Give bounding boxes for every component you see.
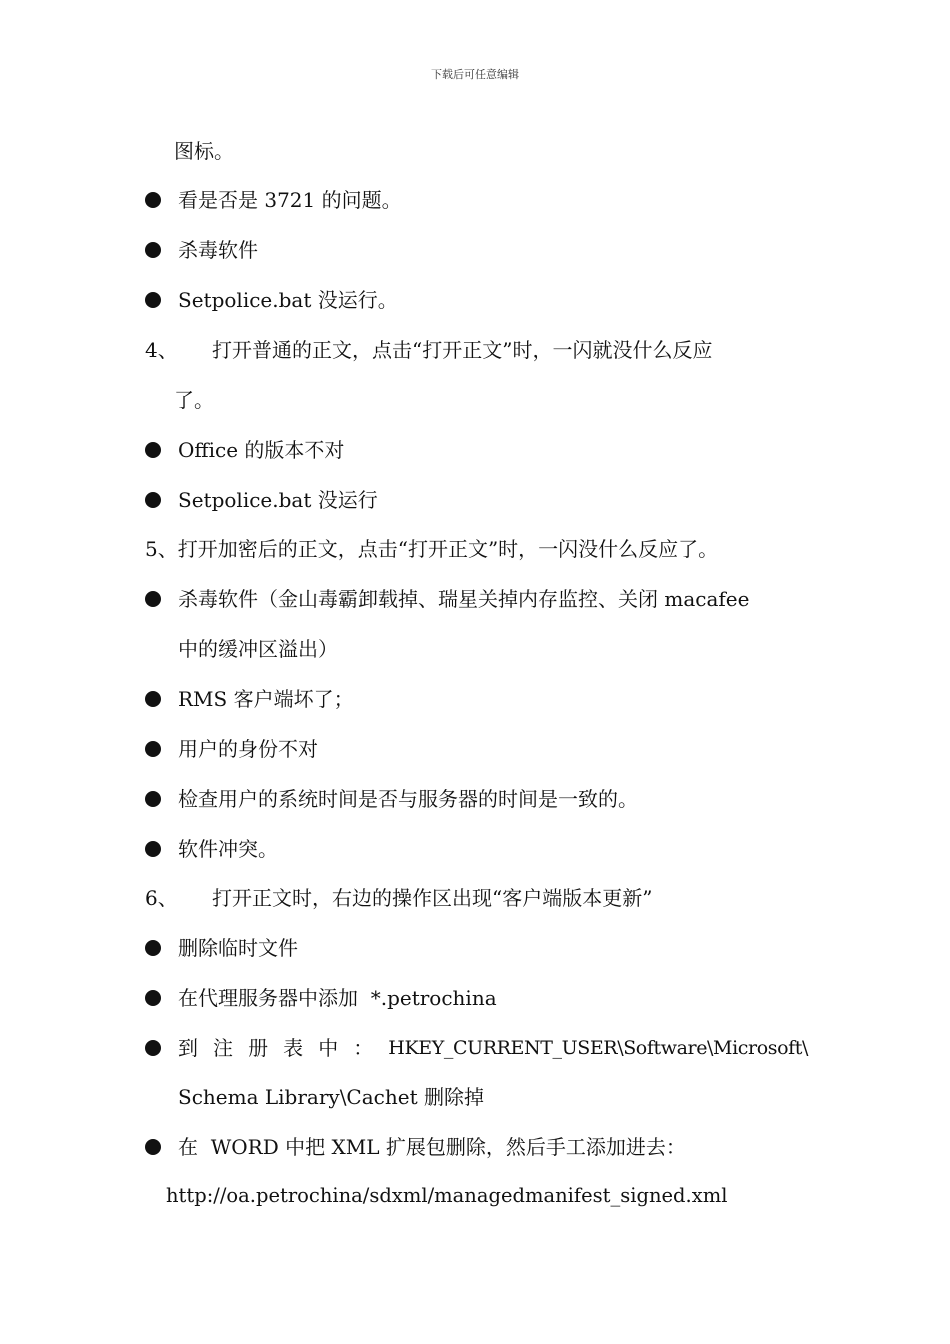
registry-word: 中 bbox=[318, 1036, 339, 1060]
bullet-icon bbox=[145, 242, 161, 258]
text-line: 图标。 bbox=[174, 139, 234, 163]
list-item: 在代理服务器中添加 *.petrochina bbox=[178, 986, 497, 1010]
page-header: 下载后可任意编辑 bbox=[431, 68, 519, 81]
registry-word: 到 bbox=[178, 1036, 198, 1060]
text-line: Schema Library\Cachet 删除掉 bbox=[178, 1085, 484, 1109]
list-item: 看是否是 3721 的问题。 bbox=[178, 188, 402, 212]
section-number: 6、 bbox=[145, 886, 178, 910]
list-item: Office 的版本不对 bbox=[178, 438, 345, 462]
bullet-icon bbox=[145, 292, 161, 308]
list-item bbox=[178, 1034, 808, 1062]
list-item: 杀毒软件（金山毒霸卸载掉、瑞星关掉内存监控、关闭 macafee bbox=[178, 587, 750, 611]
section-heading: 打开普通的正文，点击“打开正文”时，一闪就没什么反应 bbox=[212, 338, 713, 362]
bullet-icon bbox=[145, 1139, 161, 1155]
list-item: 检查用户的系统时间是否与服务器的时间是一致的。 bbox=[178, 787, 638, 811]
bullet-icon bbox=[145, 691, 161, 707]
list-item: RMS 客户端坏了； bbox=[178, 687, 354, 711]
bullet-icon bbox=[145, 990, 161, 1006]
text-line: 中的缓冲区溢出） bbox=[178, 637, 338, 661]
list-item: 删除临时文件 bbox=[178, 936, 298, 960]
list-item: 用户的身份不对 bbox=[178, 737, 318, 761]
list-item: 软件冲突。 bbox=[178, 837, 278, 861]
list-item: 在 WORD 中把 XML 扩展包删除，然后手工添加进去： bbox=[178, 1135, 686, 1159]
section-heading: 5、打开加密后的正文，点击“打开正文”时，一闪没什么反应了。 bbox=[145, 537, 719, 561]
bullet-icon bbox=[145, 492, 161, 508]
list-item: 杀毒软件 bbox=[178, 238, 258, 262]
url-line: http://oa.petrochina/sdxml/managedmanifest_signed.xml bbox=[166, 1184, 728, 1207]
bullet-icon bbox=[145, 1040, 161, 1056]
bullet-icon bbox=[145, 841, 161, 857]
bullet-icon bbox=[145, 442, 161, 458]
section-heading: 打开正文时，右边的操作区出现“客户端版本更新” bbox=[212, 886, 653, 910]
list-item: Setpolice.bat 没运行 bbox=[178, 488, 378, 512]
bullet-icon bbox=[145, 940, 161, 956]
registry-path: HKEY_CURRENT_USER\Software\Microsoft\ bbox=[388, 1037, 808, 1059]
bullet-icon bbox=[145, 741, 161, 757]
bullet-icon bbox=[145, 192, 161, 208]
bullet-icon bbox=[145, 591, 161, 607]
registry-word: 册 bbox=[248, 1036, 269, 1060]
bullet-icon bbox=[145, 791, 161, 807]
text-line: 了。 bbox=[174, 388, 214, 412]
registry-word: ： bbox=[353, 1036, 374, 1060]
registry-word: 注 bbox=[213, 1036, 234, 1060]
registry-word: 表 bbox=[283, 1036, 304, 1060]
list-item: Setpolice.bat 没运行。 bbox=[178, 288, 398, 312]
section-number: 4、 bbox=[145, 338, 178, 362]
